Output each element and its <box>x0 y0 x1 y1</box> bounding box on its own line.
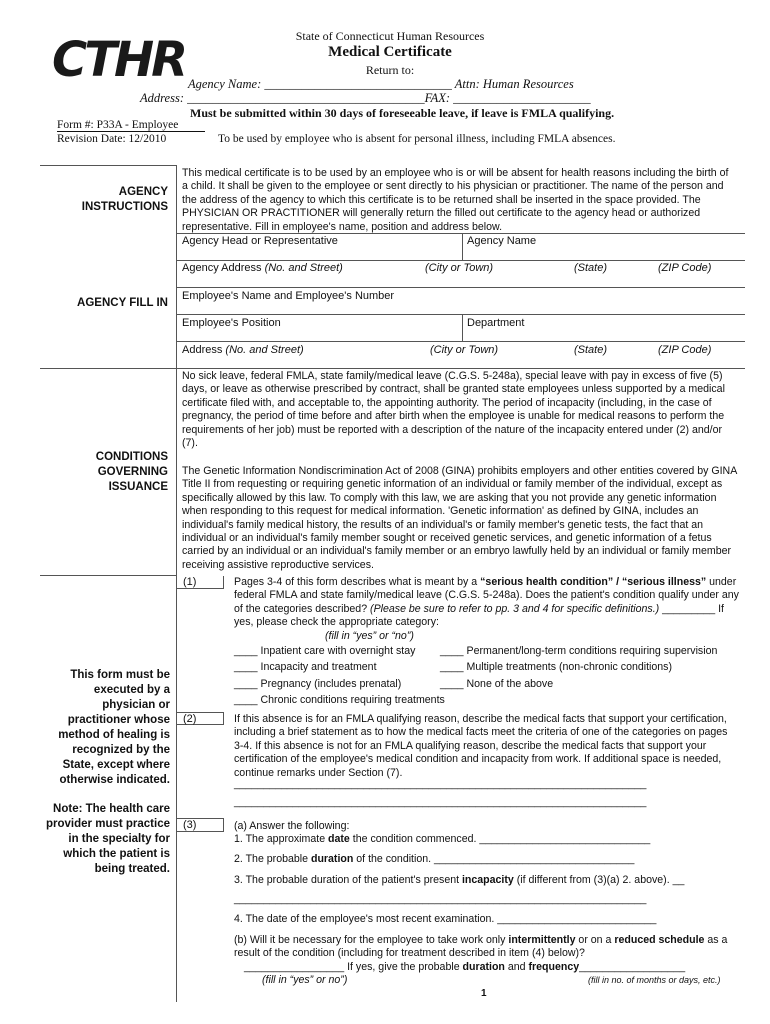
logo-text: CTHR <box>52 32 186 88</box>
q1-option-inpatient[interactable]: ____ Inpatient care with overnight stay <box>234 645 416 657</box>
zip-hint: (ZIP Code) <box>658 262 712 274</box>
address-line: Address: ______________________________________FAX: ______________________ <box>140 91 591 105</box>
section-divider <box>40 368 177 369</box>
q1-option-multiple[interactable]: ____ Multiple treatments (non-chronic conditions) <box>440 661 673 673</box>
q3-number: (3) <box>177 818 224 832</box>
form-number: Form #: P33A - Employee <box>57 119 205 132</box>
return-to: Return to: <box>365 63 415 77</box>
no-street-hint: (No. and Street) <box>264 262 343 274</box>
section-divider <box>40 575 177 576</box>
q1-text: Pages 3-4 of this form describes what is meant by a “serious health condition” / “serious illness” under federal FMLA and state family/medical leave (C.G.S. 5-248a). Does the patient's condition qualify under any of the categories described? (Please be sure to refer to pp. 3 and 4 for specific definitions.) _________ If yes, please check the appropriate category: <box>234 576 739 629</box>
q2-answer-line-2[interactable]: ______________________________________________________________________ <box>234 796 647 808</box>
q1-option-permanent[interactable]: ____ Permanent/long-term conditions requiring supervision <box>440 645 718 657</box>
conditions-label: CONDITIONS GOVERNING ISSUANCE <box>95 451 168 493</box>
submit-notice: Must be submitted within 30 days of foreseeable leave, if leave is FMLA qualifying. <box>190 106 615 120</box>
q1-option-incapacity[interactable]: ____ Incapacity and treatment <box>234 661 377 673</box>
employee-position-field[interactable]: Employee's Position <box>182 317 281 329</box>
q3b-question: (b) Will it be necessary for the employee to take work only intermittently or on a reduced schedule as a result of the condition (including for treatment described in item (4) below)? <box>234 934 728 960</box>
conditions-para-2: The Genetic Information Nondiscrimination Act of 2008 (GINA) prohibits employers and other entities covered by GINA Title II from requesting or requiring genetic information of an individual or family member of the individual, except as specifically allowed by this law. To comply with this law, we are asking that you not provide any genetic information when responding to this request for medical information. 'Genetic information' as defined by GINA, includes an individual's family medical history, the results of an individual's or family member's genetic tests, the fact that an individual or an individual's family member sought or received genetic services, and genetic information of a fetus carried by an individual or an individual's family member or an embryo lawfully held by an individual or family member receiving assistive reproductive services. <box>182 465 737 571</box>
conditions-para-1: No sick leave, federal FMLA, state family/medical leave (C.G.S. 5-248a), special leave with pay in excess of five (5) days, or leave as otherwise prescribed by contract, shall be granted state employees unless supported by a medical certificate filed with, and acceptable to, the appointing authority. The period of incapacity (including, in the case of pregnancy, the period of time before and after birth when the employee is unable for medical reasons to perform the requirements of her job) must be reported with a description of the nature of the incapacity entered under (2) and/or (7). <box>182 370 725 450</box>
q1-option-chronic[interactable]: ____ Chronic conditions requiring treatments <box>234 694 445 706</box>
employee-address-field[interactable] <box>182 344 304 356</box>
q3b-answer-field[interactable]: _________________ If yes, give the probable duration and frequency__________________ <box>244 961 686 973</box>
agency-fill-in-label: AGENCY FILL IN <box>77 297 168 309</box>
q1-option-pregnancy[interactable]: ____ Pregnancy (includes prenatal) <box>234 678 402 690</box>
city-town-hint-2: (City or Town) <box>430 344 499 356</box>
q3a-incapacity-field[interactable]: 3. The probable duration of the patient's present incapacity (if different from (3)(a) 2. above). __ <box>234 874 685 886</box>
agency-head-field[interactable]: Agency Head or Representative <box>182 235 338 247</box>
q3b-hint-right: (fill in no. of months or days, etc.) <box>588 975 721 985</box>
state-hint: (State) <box>574 262 608 274</box>
q3a-incapacity-line[interactable]: ______________________________________________________________________ <box>234 893 647 905</box>
q2-text: If this absence is for an FMLA qualifying reason, describe the medical facts that support your certification, including a brief statement as to how the medical facts meet the criteria of one of the categories on pages 3-4. If this absence is not for an FMLA qualifying reason, describe the medical facts that support your certification of the employee's medical condition and incapacity from work. If additional space is needed, continue remarks under Section (7). <box>234 713 728 779</box>
agency-instructions-label: AGENCY INSTRUCTIONS <box>81 186 168 213</box>
q1-fill-hint: (fill in “yes” or “no”) <box>325 630 414 642</box>
zip-hint-2: (ZIP Code) <box>658 344 712 356</box>
city-town-hint: (City or Town) <box>425 262 494 274</box>
page-title: Medical Certificate <box>328 44 452 60</box>
agency-instructions-text: This medical certificate is to be used by an employee who is or will be absent for health reasons including the birth of a child. It shall be given to the employee or sent directly to his physician or practitioner. The name of the person and the address of the agency to which this certificate is to be returned shall be inserted in the space provided. The PHYSICIAN OR PRACTITIONER will generally return the filled out certificate to the agency head or authorized representative. Fill in employee's name, position and address below. <box>182 167 729 233</box>
q1-option-none[interactable]: ____ None of the above <box>440 678 554 690</box>
agency-address-field[interactable] <box>182 262 343 274</box>
q3a-exam-date-field[interactable]: 4. The date of the employee's most recent examination. ___________________________ <box>234 913 657 925</box>
cthr-logo <box>52 30 186 90</box>
health-care-provider-note: Note: The health care provider must practice in the specialty for which the patient is being treated. <box>46 803 170 875</box>
section-divider <box>40 165 177 166</box>
address-label: Address <box>182 344 223 356</box>
no-street-hint-2: (No. and Street) <box>225 344 304 356</box>
q1-number: (1) <box>177 576 224 589</box>
state-hint-2: (State) <box>574 344 608 356</box>
q3a-duration-field[interactable]: 2. The probable duration of the condition. __________________________________ <box>234 853 635 865</box>
agency-address-label: Agency Address <box>182 262 262 274</box>
department-field[interactable]: Department <box>467 317 525 329</box>
agency-name-field[interactable]: Agency Name <box>467 235 537 247</box>
agency-name-line: Agency Name: ______________________________ Attn: Human Resources <box>188 77 574 91</box>
q3a-intro: (a) Answer the following: <box>234 820 350 832</box>
page-number: 1 <box>481 988 487 999</box>
revision-date: Revision Date: 12/2010 <box>57 133 167 145</box>
org-name: State of Connecticut Human Resources <box>295 29 485 43</box>
q2-number: (2) <box>177 712 224 725</box>
employee-name-field[interactable]: Employee's Name and Employee's Number <box>182 290 395 302</box>
executed-by-note: This form must be executed by a physician or practitioner whose method of healing is recognized by the State, except where otherwise indicated. <box>58 669 170 786</box>
q3a-date-field[interactable]: 1. The approximate date the condition commenced. _____________________________ <box>234 833 651 845</box>
usage-note: To be used by employee who is absent for personal illness, including FMLA absences. <box>218 133 616 145</box>
q2-answer-line-1[interactable]: ______________________________________________________________________ <box>234 778 647 790</box>
q3b-hint-left: (fill in “yes” or no”) <box>262 974 348 986</box>
